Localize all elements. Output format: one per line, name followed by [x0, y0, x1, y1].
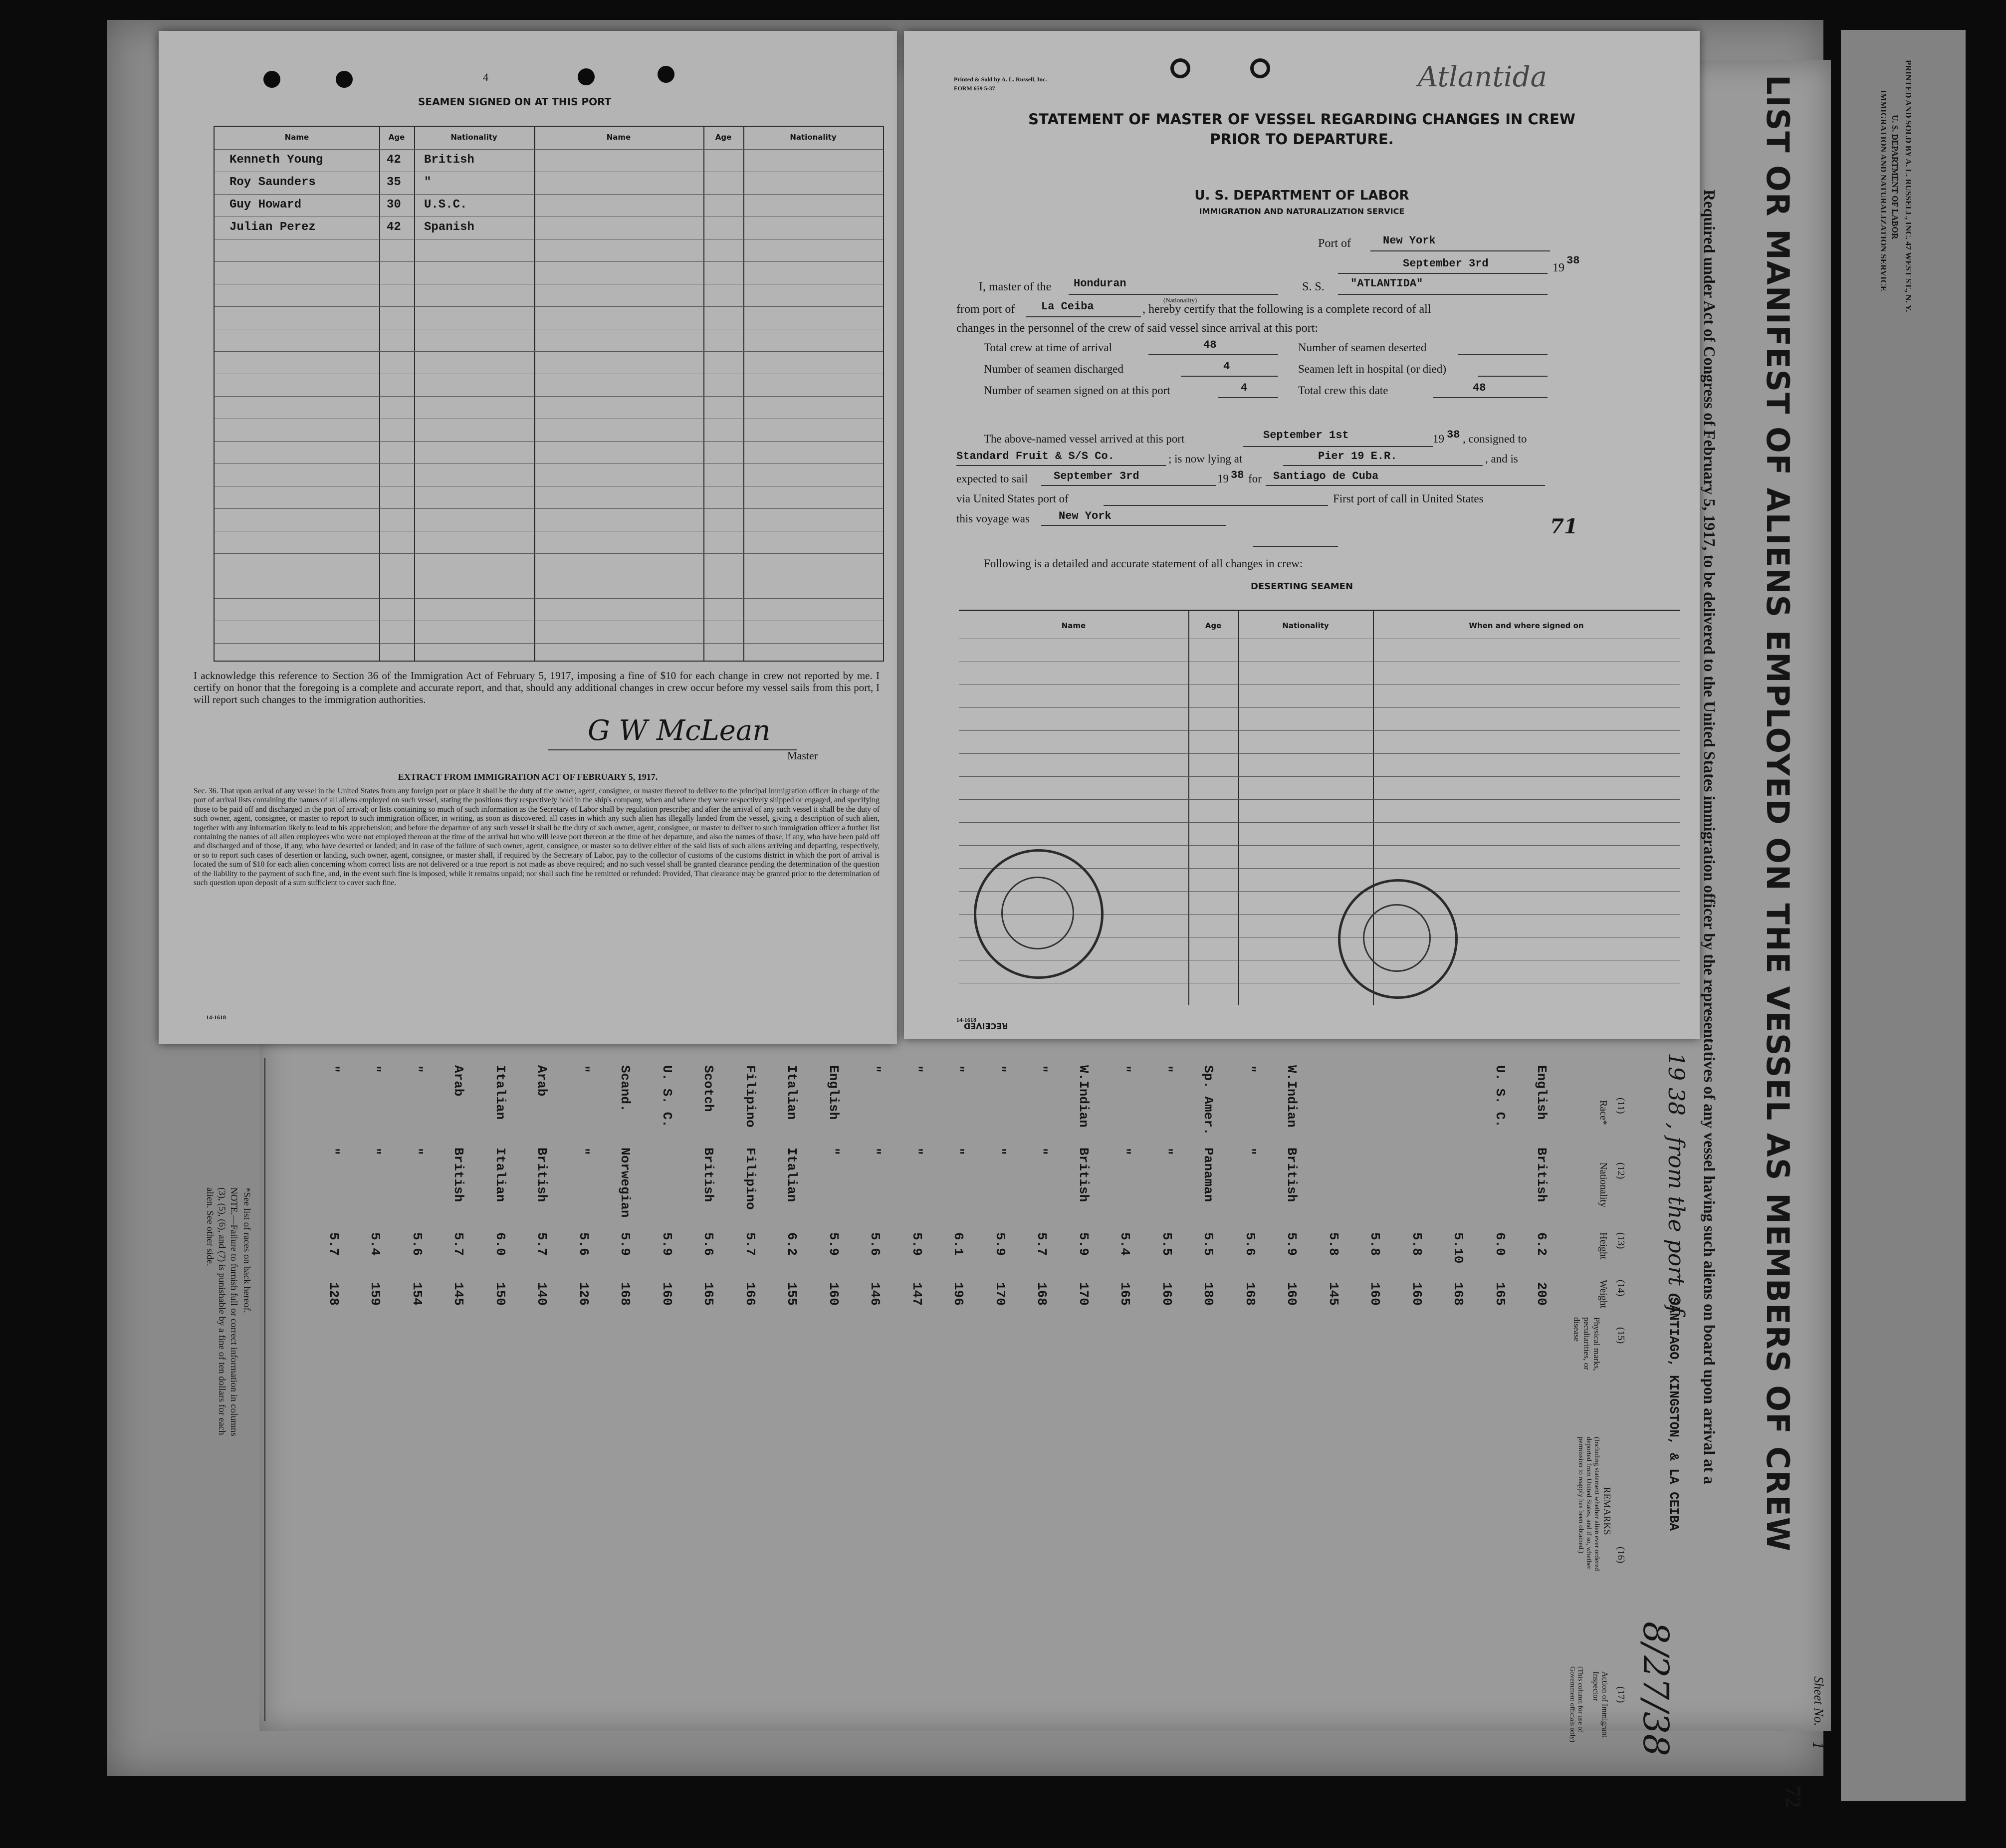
port-label: Port of [1318, 237, 1351, 250]
arrived-year: 38 [1447, 429, 1460, 441]
total-crew-arrival-value: 48 [1203, 339, 1217, 351]
printer-line-2: FORM 659 5-37 [954, 85, 995, 92]
printer-vertical: PRINTED AND SOLD BY A. L. RUSSELL, INC. 47 WEST ST., N. Y. [1904, 60, 1913, 312]
manifest-height: 5.7 [451, 1232, 466, 1256]
signed-on-name: Guy Howard [229, 198, 302, 212]
statement-title-1: STATEMENT OF MASTER OF VESSEL REGARDING CHANGES IN CREW [1028, 111, 1575, 128]
manifest-nationality: " [826, 1148, 841, 1155]
manifest-subtitle: Required under Act of Congress of February 5, 1917, to be delivered to the United States immigration officer by the representatives of any vessel having such aliens on board upon arrival at a [1701, 190, 1719, 1484]
col-action-note: (This column for use of Government officials only) [1568, 1666, 1584, 1743]
manifest-nationality: " [409, 1148, 425, 1155]
manifest-footnote-2: NOTE.—Failure to furnish full or correct information in columns (3), (5), (6), and (7) is punishable by a fine of ten dollars for each alien. See other side. [205, 1187, 239, 1436]
manifest-race: Sp. Amer. [1201, 1065, 1216, 1136]
deserting-title: DESERTING SEAMEN [1250, 581, 1353, 592]
manifest-race: Italian [492, 1065, 508, 1120]
following-text: Following is a detailed and accurate statement of all changes in crew: [984, 557, 1303, 570]
table-rule [959, 707, 1680, 708]
deserted-label: Number of seamen deserted [1298, 341, 1427, 354]
signed-on-nationality: U.S.C. [424, 198, 467, 212]
manifest-height: 5.6 [409, 1232, 425, 1256]
punch-hole [336, 71, 353, 88]
manifest-nationality: " [1117, 1148, 1132, 1155]
dept-vertical: U. S. DEPARTMENT OF LABOR [1890, 115, 1900, 239]
punch-hole [578, 68, 595, 85]
manifest-height: 5.8 [1326, 1232, 1341, 1256]
desert-col-age: Age [1205, 621, 1222, 630]
manifest-weight: 128 [326, 1282, 341, 1306]
table-rule [215, 351, 883, 352]
manifest-weight: 160 [1367, 1282, 1382, 1306]
signed-on-title: SEAMEN SIGNED ON AT THIS PORT [418, 96, 612, 108]
manifest-height: 6.2 [784, 1232, 799, 1256]
manifest-race: " [868, 1065, 883, 1073]
manifest-weight: 150 [492, 1282, 508, 1306]
manifest-height: 5.5 [1201, 1232, 1216, 1256]
manifest-height: 5.9 [992, 1232, 1008, 1256]
extract-text: Sec. 36. That upon arrival of any vessel in the United States from any foreign port or place it shall be the duty of the owner, agent, consignee, or master thereof to deliver to the principal immigration officer in charge of the port of arrival lists containing the names of all aliens employed on such vessel, stating the positions they respectively hold in the ship's company, when and where they were respectively shipped or engaged, and specifying those to be paid off and discharged in the port of arrival; or lists containing so much of such information as the Secretary of Labor shall by regulation prescribe; and after the arrival of any such vessel it shall be the duty of such owner, agent, consignee, or master to report to such immigration officer, in writing, as soon as discovered, all cases in which any such alien has illegally landed from the vessel, giving a description of such alien, together with any information likely to lead to his apprehension; and before the departure of any such vessel it shall be the duty of such owner, agent, consignee, or master to deliver to such immigration officer a further list containing the names of all alien employees who were not employed thereon at the time of the arrival but who will leave port thereon at the time of her departure, and also the names of those, if any, who have been paid off and discharged and of those, if any, who have deserted or landed; and in case of the failure of such owner, agent, consignee, or master so to deliver either of the said lists of such aliens arriving and departing, respectively, or so to report such cases of desertion or landing, such owner, agent, consignee, or master shall, if required by the Secretary of Labor, pay to the collector of customs of the customs district in which the port of arrival is located the sum of $10 for each alien concerning whom correct lists are not delivered or a true report is not made as above required; and no such vessel shall be granted clearance pending the determination of the question of the liability to the payment of such fine, and, in the event such fine is imposed, while it remains unpaid; nor shall such fine be remitted or refunded: Provided, That clearance may be granted prior to the determination of such question upon deposit of a sum sufficient to cover such fine. [194, 787, 880, 888]
manifest-height: 5.7 [742, 1232, 758, 1256]
manifest-weight: 147 [909, 1282, 924, 1306]
manifest-weight: 168 [618, 1282, 633, 1306]
manifest-height: 5.8 [1409, 1232, 1424, 1256]
manifest-page-number: 72 [1781, 1786, 1805, 1808]
manifest-nationality: " [868, 1148, 883, 1155]
manifest-height: 5.4 [1117, 1232, 1132, 1256]
manifest-race: Arab [451, 1065, 466, 1097]
manifest-nationality: Italian [784, 1148, 799, 1202]
manifest-nationality: British [701, 1148, 716, 1202]
printer-line-1: Printed & Sold by A. L. Russell, Inc. [954, 76, 1047, 83]
table-rule [215, 306, 883, 307]
manifest-height: 5.9 [909, 1232, 924, 1256]
from-port-label: from port of [956, 303, 1015, 316]
signed-on-table [214, 126, 884, 662]
table-rule [215, 508, 883, 509]
hospital-label: Seamen left in hospital (or died) [1298, 363, 1447, 375]
voyage-text: this voyage was [956, 512, 1030, 525]
signed-on-name: Julian Perez [229, 221, 316, 234]
changes-text: changes in the personnel of the crew of said vessel since arrival at this port: [956, 322, 1319, 335]
right-form-number: 14-1618 [956, 1016, 976, 1023]
manifest-race: English [1534, 1065, 1549, 1120]
manifest-weight: 160 [1159, 1282, 1174, 1306]
col-num-11: (11) [1615, 1098, 1626, 1114]
manifest-height: 5.7 [534, 1232, 549, 1256]
manifest-weight: 168 [1034, 1282, 1049, 1306]
manifest-title: LIST OR MANIFEST OF ALIENS EMPLOYED ON THE VESSEL AS MEMBERS OF CREW [1760, 75, 1796, 1553]
immigration-stamp [1338, 879, 1458, 999]
from-port-value: La Ceiba [1041, 300, 1094, 313]
manifest-nationality: " [951, 1148, 966, 1155]
manifest-weight: 200 [1534, 1282, 1549, 1306]
table-rule [215, 441, 883, 442]
statement-page-number: 71 [1550, 515, 1578, 538]
consignee: Standard Fruit & S/S Co. [956, 450, 1114, 462]
manifest-height: 5.6 [576, 1232, 591, 1256]
manifest-weight: 180 [1201, 1282, 1216, 1306]
col-num-13: (13) [1615, 1232, 1626, 1249]
left-page-number: 4 [483, 71, 488, 83]
table-rule [959, 822, 1680, 823]
manifest-port-text: , from the port of [1663, 1123, 1689, 1314]
punch-hole [263, 71, 280, 88]
manifest-race: W.Indian [1076, 1065, 1091, 1128]
manifest-height: 5.5 [1159, 1232, 1174, 1256]
manifest-footnote-1: *See list of races on back hereof. [241, 1187, 252, 1313]
manifest-nationality: British [1534, 1148, 1549, 1202]
manifest-weight: 170 [1076, 1282, 1091, 1306]
arrived-year-prefix: 19 [1433, 433, 1444, 445]
table-rule [959, 753, 1680, 754]
col-remarks-label: REMARKS [1601, 1487, 1612, 1535]
signed-on-name: Roy Saunders [229, 176, 316, 189]
pier: Pier 19 E.R. [1318, 450, 1397, 462]
manifest-nationality: " [1159, 1148, 1174, 1155]
manifest-race: " [1242, 1065, 1258, 1073]
manifest-weight: 155 [784, 1282, 799, 1306]
handwritten-ship-name: Atlantida [1418, 61, 1547, 93]
manifest-weight: 170 [992, 1282, 1008, 1306]
manifest-race: Filipino [742, 1065, 758, 1128]
manifest-weight: 159 [368, 1282, 383, 1306]
manifest-height: 6.0 [492, 1232, 508, 1256]
manifest-race: English [826, 1065, 841, 1120]
manifest-weight: 160 [1284, 1282, 1299, 1306]
col-num-17: (17) [1615, 1686, 1626, 1703]
col-header-age: Age [388, 133, 405, 142]
total-crew-date-value: 48 [1473, 382, 1486, 394]
signed-on-count-label: Number of seamen signed on at this port [984, 384, 1170, 397]
total-crew-arrival-label: Total crew at time of arrival [984, 341, 1113, 354]
manifest-nationality: " [992, 1148, 1008, 1155]
manifest-nationality: British [534, 1148, 549, 1202]
sail-year: 38 [1231, 469, 1244, 481]
manifest-height: 5.10 [1451, 1232, 1466, 1264]
table-rule [215, 598, 883, 599]
manifest-race: " [909, 1065, 924, 1073]
discharged-value: 4 [1223, 360, 1230, 373]
col-weight-label: Weight [1598, 1280, 1609, 1309]
manifest-port-year: 19 38 [1663, 1053, 1689, 1116]
manifest-weight: 168 [1242, 1282, 1258, 1306]
and-is-text: , and is [1485, 453, 1518, 465]
manifest-weight: 160 [659, 1282, 674, 1306]
signed-on-age: 35 [387, 176, 401, 189]
manifest-race: " [1034, 1065, 1049, 1073]
manifest-height: 5.9 [1284, 1232, 1299, 1256]
manifest-height: 5.4 [368, 1232, 383, 1256]
manifest-weight: 145 [1326, 1282, 1341, 1306]
signed-on-age: 30 [387, 198, 401, 212]
right-page-statement [904, 31, 1700, 1039]
manifest-race: " [992, 1065, 1008, 1073]
manifest-nationality: " [368, 1148, 383, 1155]
year-prefix: 19 [1553, 261, 1564, 274]
manifest-height: 5.8 [1367, 1232, 1382, 1256]
nationality-value: Honduran [1074, 277, 1126, 290]
ss-label: S. S. [1302, 280, 1325, 293]
extract-title: EXTRACT FROM IMMIGRATION ACT OF FEBRUARY 5, 1917. [398, 772, 658, 782]
signed-on-name: Kenneth Young [229, 153, 323, 167]
col-nationality-label: Nationality [1598, 1162, 1609, 1207]
manifest-weight: 160 [826, 1282, 841, 1306]
manifest-height: 5.7 [1034, 1232, 1049, 1256]
manifest-nationality: Italian [492, 1148, 508, 1202]
manifest-race: Arab [534, 1065, 549, 1097]
manifest-race: Scand. [618, 1065, 633, 1112]
table-rule [215, 553, 883, 554]
manifest-height: 5.9 [618, 1232, 633, 1256]
col-header-nationality: Nationality [450, 133, 497, 142]
manifest-nationality: Norwegian [618, 1148, 633, 1218]
manifest-height: 6.0 [1492, 1232, 1508, 1256]
signed-on-count-value: 4 [1241, 382, 1248, 394]
signed-on-age: 42 [387, 221, 401, 234]
col-header-age-2: Age [715, 133, 732, 142]
master-label: I, master of the [979, 280, 1052, 293]
punch-hole [1170, 58, 1190, 78]
nationality-caption: (Nationality) [1163, 296, 1197, 304]
manifest-weight: 166 [742, 1282, 758, 1306]
manifest-race: Italian [784, 1065, 799, 1120]
manifest-weight: 140 [534, 1282, 549, 1306]
manifest-height: 6.1 [951, 1232, 966, 1256]
punch-hole [658, 66, 674, 83]
manifest-height: 6.2 [1534, 1232, 1549, 1256]
col-physical-label: Physical marks, peculiarities, or disease [1572, 1317, 1601, 1371]
signed-on-nationality: Spanish [424, 221, 474, 234]
for-text: for [1248, 472, 1262, 485]
discharged-label: Number of seamen discharged [984, 363, 1123, 375]
statement-title-2: PRIOR TO DEPARTURE. [1210, 131, 1394, 148]
col-num-14: (14) [1615, 1280, 1626, 1297]
manifest-nationality: " [1034, 1148, 1049, 1155]
first-port-text: First port of call in United States [1333, 492, 1484, 505]
col-num-16: (16) [1615, 1547, 1626, 1564]
manifest-weight: 145 [451, 1282, 466, 1306]
date-value: September 3rd [1403, 257, 1489, 270]
table-rule [959, 776, 1680, 777]
manifest-race: " [368, 1065, 383, 1073]
table-rule [215, 261, 883, 262]
service-vertical: IMMIGRATION AND NATURALIZATION SERVICE [1879, 90, 1888, 292]
manifest-race: " [1117, 1065, 1132, 1073]
manifest-height: 5.9 [826, 1232, 841, 1256]
manifest-height: 5.9 [659, 1232, 674, 1256]
sheet-value: 1 [1809, 1741, 1826, 1750]
signature-role: Master [787, 749, 818, 762]
acknowledgement-text: I acknowledge this reference to Section 36 of the Immigration Act of February 5, 1917, imposing a fine of $10 for each change in crew not reported by me. I certify on honor that the foregoing is a complete and accurate report, and that, should any additional changes in crew occur before my vessel sails from this port, I will report such changes to the immigration authorities. [194, 670, 880, 705]
signed-on-nationality: British [424, 153, 474, 167]
voyage-value: New York [1059, 510, 1112, 522]
table-rule [959, 799, 1680, 800]
expected-text: expected to sail [956, 472, 1028, 485]
manifest-race: " [576, 1065, 591, 1073]
dept-name: U. S. DEPARTMENT OF LABOR [1194, 188, 1409, 203]
col-action-label: Action of Immigrant Inspector [1591, 1671, 1609, 1738]
manifest-nationality: British [1284, 1148, 1299, 1202]
manifest-race: U. S. C. [659, 1065, 674, 1128]
signed-on-age: 42 [387, 153, 401, 167]
manifest-nationality: Panaman [1201, 1148, 1216, 1202]
manifest-handwritten-date: 8/27/38 [1635, 1621, 1676, 1756]
master-signature: G W McLean [588, 714, 771, 747]
manifest-race: " [326, 1065, 341, 1073]
col-header-nationality-2: Nationality [790, 133, 837, 142]
manifest-weight: 154 [409, 1282, 425, 1306]
sail-date: September 3rd [1054, 470, 1139, 482]
punch-hole [1250, 58, 1270, 78]
ss-value: "ATLANTIDA" [1350, 277, 1423, 290]
manifest-weight: 165 [1492, 1282, 1508, 1306]
sail-year-prefix: 19 [1217, 472, 1229, 485]
left-page-signed-on [159, 31, 897, 1044]
manifest-race: " [409, 1065, 425, 1073]
manifest-race: Scotch [701, 1065, 716, 1112]
col-height-label: Height [1598, 1232, 1609, 1260]
manifest-nationality: British [451, 1148, 466, 1202]
table-rule [215, 463, 883, 464]
manifest-height: 5.6 [868, 1232, 883, 1256]
manifest-weight: 126 [576, 1282, 591, 1306]
table-rule [215, 396, 883, 397]
manifest-height: 5.9 [1076, 1232, 1091, 1256]
table-rule [959, 730, 1680, 731]
manifest-race: " [951, 1065, 966, 1073]
certify-text: , hereby certify that the following is a complete record of all [1142, 303, 1431, 316]
table-rule [215, 149, 883, 150]
consigned-text: , consigned to [1463, 433, 1527, 445]
port-value: New York [1383, 234, 1436, 247]
manifest-nationality: " [1242, 1148, 1258, 1155]
col-header-name: Name [284, 133, 309, 142]
total-crew-date-label: Total crew this date [1298, 384, 1388, 397]
manifest-weight: 168 [1451, 1282, 1466, 1306]
desert-col-nationality: Nationality [1282, 621, 1329, 630]
manifest-race: " [1159, 1065, 1174, 1073]
received-stamp-text: RECEIVED [964, 1021, 1008, 1031]
table-rule [215, 643, 883, 644]
manifest-ports: SANTIAGO, KINGSTON, & LA CEIBA [1666, 1297, 1681, 1531]
manifest-race: W.Indian [1284, 1065, 1299, 1128]
immigration-stamp [974, 849, 1104, 979]
manifest-nationality: British [1076, 1148, 1091, 1202]
col-num-12: (12) [1615, 1162, 1626, 1179]
col-num-15: (15) [1615, 1327, 1626, 1344]
desert-col-name: Name [1061, 621, 1086, 630]
arrived-date: September 1st [1263, 429, 1349, 442]
signed-on-nationality: " [424, 176, 432, 189]
manifest-height: 5.7 [326, 1232, 341, 1256]
manifest-nationality: " [909, 1148, 924, 1155]
via-text: via United States port of [956, 492, 1069, 505]
manifest-race: U. S. C. [1492, 1065, 1508, 1128]
service-name: IMMIGRATION AND NATURALIZATION SERVICE [1199, 207, 1405, 216]
year-value: 38 [1566, 254, 1580, 267]
manifest-weight: 165 [1117, 1282, 1132, 1306]
col-header-name-2: Name [606, 133, 631, 142]
col-remarks-note: (Including statement whether alien ever ordered deported from United States, and if so, whether permission to reapply has been obtained.) [1577, 1437, 1600, 1571]
sheet-label: Sheet No. [1811, 1676, 1826, 1726]
manifest-weight: 196 [951, 1282, 966, 1306]
destination: Santiago de Cuba [1273, 470, 1379, 482]
table-rule [215, 194, 883, 195]
manifest-weight: 160 [1409, 1282, 1424, 1306]
manifest-weight: 165 [701, 1282, 716, 1306]
lying-text: ; is now lying at [1168, 453, 1243, 465]
desert-col-signed: When and where signed on [1469, 621, 1584, 630]
manifest-height: 5.6 [1242, 1232, 1258, 1256]
col-race-label: Race* [1598, 1100, 1609, 1125]
manifest-weight: 146 [868, 1282, 883, 1306]
manifest-nationality: Filipino [742, 1148, 758, 1210]
table-rule [959, 845, 1680, 846]
manifest-nationality: " [326, 1148, 341, 1155]
manifest-nationality: " [576, 1148, 591, 1155]
left-form-number: 14-1618 [206, 1014, 226, 1021]
manifest-height: 5.6 [701, 1232, 716, 1256]
arrived-text: The above-named vessel arrived at this port [984, 433, 1185, 445]
